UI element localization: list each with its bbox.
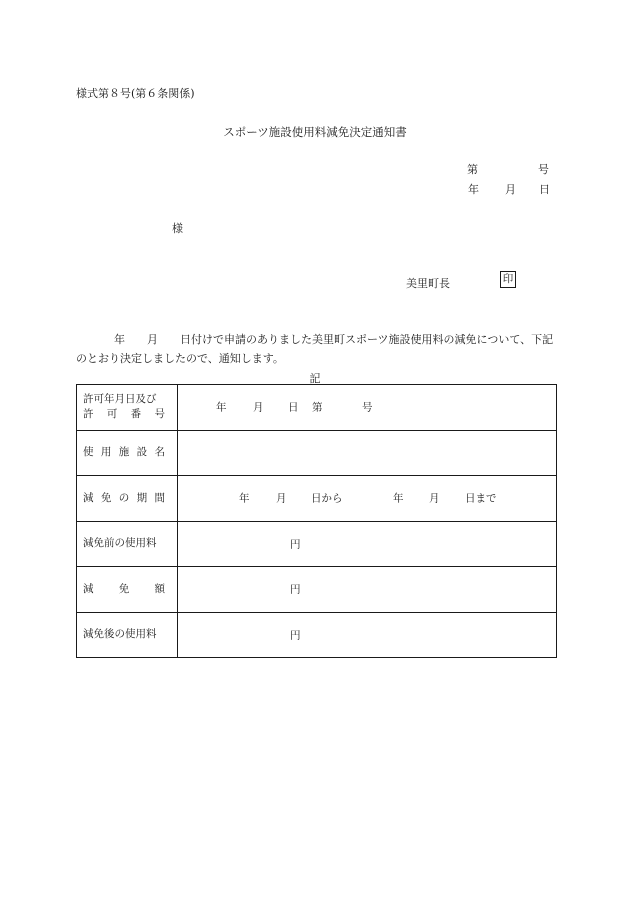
date-day: 日 <box>539 183 550 196</box>
permit-month: 月 <box>253 401 264 414</box>
label-char: 号 <box>154 408 165 421</box>
row-value-period[interactable] <box>178 476 557 522</box>
body-text: 日付けで申請のありました美里町スポーツ施設使用料の減免について、下記のとおり決定しましたので、通知します。 <box>76 333 554 365</box>
label-char: 番 <box>130 408 142 421</box>
body-paragraph <box>76 330 556 368</box>
permit-dai: 第 <box>312 401 323 414</box>
row-label-period <box>77 476 178 522</box>
table-row <box>77 567 557 613</box>
period-to-year: 年 <box>393 492 404 505</box>
table-row <box>77 612 557 658</box>
label-char: 名 <box>154 446 165 459</box>
fee-after-yen: 円 <box>290 629 301 642</box>
label-char: 使 <box>83 446 94 459</box>
row-label-permit-line2 <box>83 407 165 422</box>
label-char: 施 <box>118 446 130 459</box>
doc-number-dai: 第 <box>467 163 478 176</box>
label-char: 間 <box>154 491 165 504</box>
label-char: 用 <box>100 446 112 459</box>
label-char: 免 <box>118 582 130 595</box>
date-month: 月 <box>505 183 516 196</box>
period-to-day: 日まで <box>465 492 497 505</box>
table-row <box>77 476 557 522</box>
label-char: 減 <box>83 491 94 504</box>
permit-year: 年 <box>216 401 227 414</box>
date-year: 年 <box>468 183 479 196</box>
form-number: 様式第８号(第６条関係) <box>76 87 195 100</box>
table-row <box>77 430 557 476</box>
label-char: 可 <box>106 408 118 421</box>
row-label-permit <box>77 385 178 431</box>
label-char: 設 <box>136 446 148 459</box>
permit-day: 日 <box>288 401 299 414</box>
row-label-fee-before: 減免前の使用料 <box>77 521 178 567</box>
table-row <box>77 385 557 431</box>
body-month: 月 <box>147 333 158 346</box>
row-value-reduction[interactable] <box>178 567 557 613</box>
label-char: 許 <box>83 408 94 421</box>
body-year: 年 <box>114 333 125 346</box>
addressee-honorific: 様 <box>172 222 183 235</box>
row-value-fee-before[interactable] <box>178 521 557 567</box>
label-char: 額 <box>154 582 165 595</box>
issuer-title: 美里町長 <box>406 277 450 290</box>
details-table <box>76 384 557 658</box>
row-value-facility[interactable] <box>178 430 557 476</box>
label-char: 免 <box>100 491 112 504</box>
period-from-year: 年 <box>239 492 250 505</box>
row-label-reduction <box>77 567 178 613</box>
row-label-fee-after: 減免後の使用料 <box>77 612 178 658</box>
reduction-yen: 円 <box>290 583 301 596</box>
table-row <box>77 521 557 567</box>
document-title <box>0 124 630 140</box>
label-char: の <box>118 491 130 504</box>
label-char: 期 <box>136 491 148 504</box>
row-label-permit-line1: 許可年月日及び <box>83 393 157 406</box>
row-value-permit[interactable] <box>178 385 557 431</box>
fee-before-yen: 円 <box>290 538 301 551</box>
row-value-fee-after[interactable] <box>178 612 557 658</box>
period-from-month: 月 <box>276 492 287 505</box>
row-label-facility <box>77 430 178 476</box>
period-from-day: 日から <box>311 492 343 505</box>
permit-go: 号 <box>362 401 373 414</box>
seal-stamp: 印 <box>500 271 516 288</box>
doc-number-go: 号 <box>538 163 549 176</box>
period-to-month: 月 <box>429 492 440 505</box>
document-title-text: スポーツ施設使用料減免決定通知書 <box>223 125 407 139</box>
ki-heading: 記 <box>309 372 321 385</box>
label-char: 減 <box>83 582 94 595</box>
